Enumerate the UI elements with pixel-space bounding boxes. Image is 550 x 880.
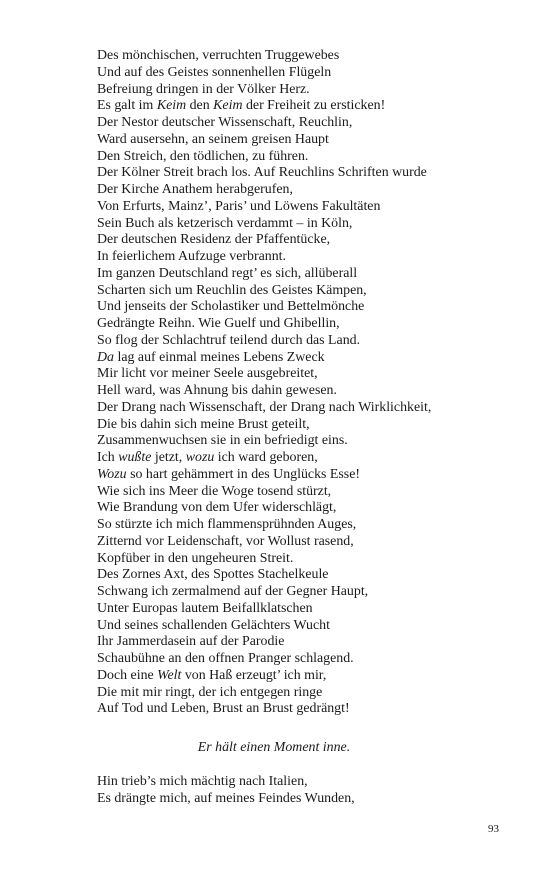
verse-line: Zusammenwuchsen sie in ein befriedigt eins.: [97, 433, 348, 449]
verse-line: Da lag auf einmal meines Lebens Zweck: [97, 349, 325, 365]
verse-line: Unter Europas lautem Beifallklatschen: [97, 600, 313, 616]
verse-line: Wie sich ins Meer die Woge tosend stürzt,: [97, 483, 332, 499]
verse-line: Der deutschen Residenz der Pfaffentücke,: [97, 232, 331, 248]
verse-line: In feierlichem Aufzuge verbrannt.: [97, 249, 286, 264]
verse-line: Des Zornes Axt, des Spottes Stachelkeule: [97, 567, 329, 583]
verse-line: So stürzte ich mich flammensprühnden Auges,: [97, 517, 357, 532]
verse-line: Der Nestor deutscher Wissenschaft, Reuchlin,: [97, 115, 353, 130]
verse-line: Die mit mir ringt, der ich entgegen ringe: [97, 684, 323, 700]
verse-block: [97, 48, 431, 718]
verse-line: Der Kirche Anathem herabgerufen,: [97, 182, 293, 197]
verse-line: Ich wußte jetzt, wozu ich ward geboren,: [97, 450, 318, 465]
verse-line: Des mönchischen, verruchten Truggewebes: [97, 48, 340, 63]
verse-line: Hell ward, was Ahnung bis dahin gewesen.: [97, 383, 337, 398]
verse-line: Ihr Jammerdasein auf der Parodie: [97, 634, 285, 650]
verse-block-continued: [97, 774, 355, 808]
verse-line: Hin trieb’s mich mächtig nach Italien,: [97, 774, 308, 789]
verse-line: Sein Buch als ketzerisch verdammt – in Köln,: [97, 215, 353, 231]
verse-line: Doch eine Welt von Haß erzeugt’ ich mir,: [97, 667, 327, 683]
verse-line: Und seines schallenden Gelächters Wucht: [97, 617, 330, 633]
verse-line: Wozu so hart gehämmert in des Unglücks Esse!: [97, 466, 360, 482]
verse-line: Und jenseits der Scholastiker und Bettelmönche: [97, 299, 365, 315]
verse-line: Die bis dahin sich meine Brust geteilt,: [97, 416, 310, 432]
verse-line: Im ganzen Deutschland regt’ es sich, allüberall: [97, 265, 358, 281]
verse-line: Den Streich, den tödlichen, zu führen.: [97, 148, 309, 164]
verse-line: Scharten sich um Reuchlin des Geistes Kämpen,: [97, 282, 367, 298]
page-number: 93: [488, 823, 499, 835]
verse-line: Von Erfurts, Mainz’, Paris’ und Löwens Fakultäten: [97, 198, 381, 214]
verse-line: Befreiung dringen in der Völker Herz.: [97, 81, 310, 97]
verse-line: Kopfüber in den ungeheuren Streit.: [97, 550, 294, 566]
verse-line: Gedrängte Reihn. Wie Guelf und Ghibellin,: [97, 316, 340, 331]
verse-line: Ward ausersehn, an seinem greisen Haupt: [97, 131, 329, 147]
verse-line: Der Drang nach Wissenschaft, der Drang nach Wirklichkeit,: [97, 399, 432, 415]
verse-line: Zitternd vor Leidenschaft, vor Wollust rasend,: [97, 533, 354, 549]
verse-line: Der Kölner Streit brach los. Auf Reuchlins Schriften wurde: [97, 165, 427, 181]
verse-line: Schwang ich zermalmend auf der Gegner Haupt,: [97, 584, 369, 599]
verse-line: Es galt im Keim den Keim der Freiheit zu ersticken!: [97, 98, 386, 114]
verse-line: Wie Brandung von dem Ufer widerschlägt,: [97, 500, 337, 516]
verse-line: Mir licht vor meiner Seele ausgebreitet,: [97, 366, 318, 382]
stage-direction: Er hält einen Moment inne.: [197, 740, 351, 755]
verse-line: Und auf des Geistes sonnenhellen Flügeln: [97, 64, 332, 80]
verse-line: So flog der Schlachtruf teilend durch das Land.: [97, 332, 361, 348]
verse-line: Es drängte mich, auf meines Feindes Wunden,: [97, 790, 355, 806]
verse-line: Auf Tod und Leben, Brust an Brust gedrängt!: [97, 701, 350, 717]
verse-line: Schaubühne an den offnen Pranger schlagend.: [97, 651, 354, 666]
